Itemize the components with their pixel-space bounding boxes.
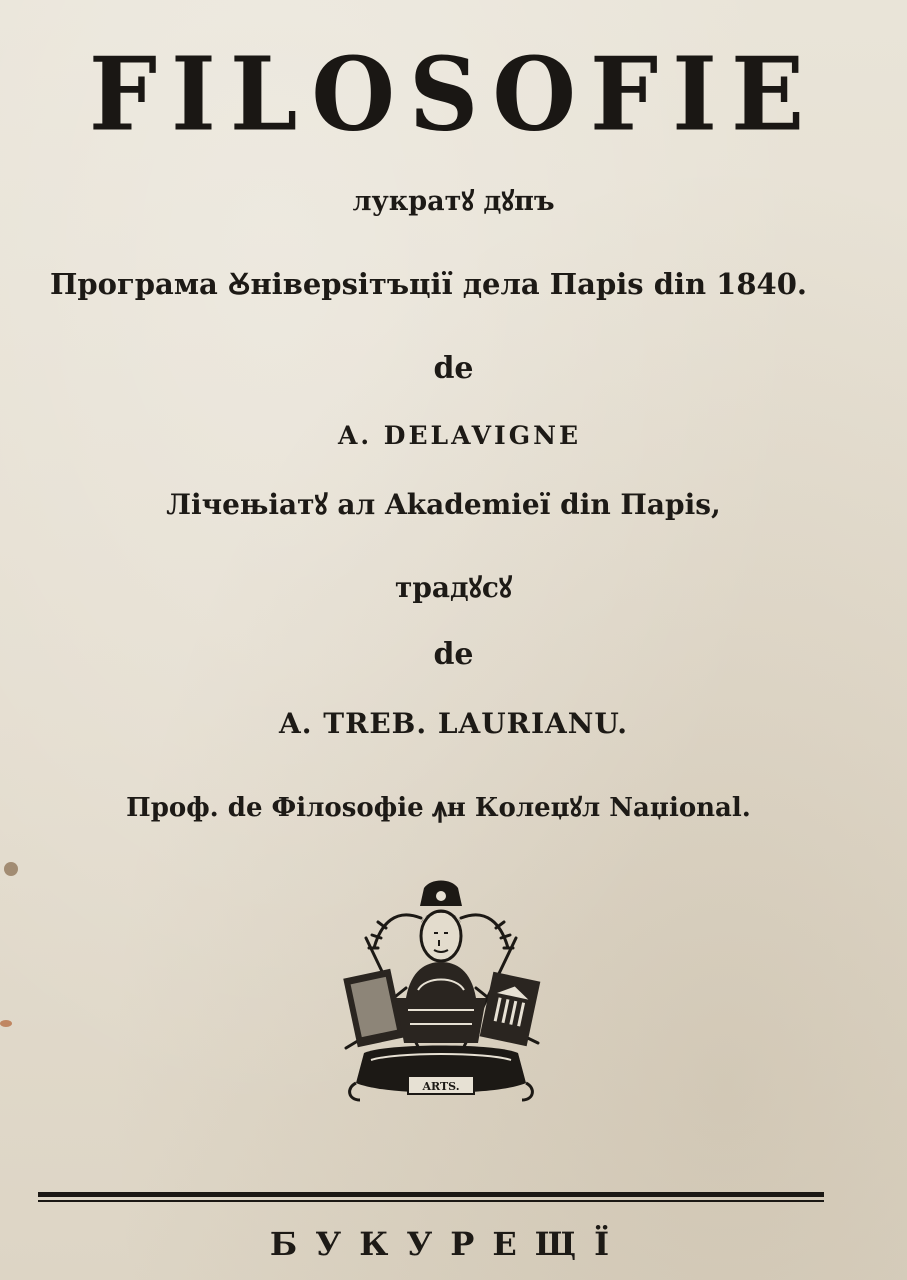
translated-label: традꙋсꙋ — [394, 571, 513, 604]
author-credentials: Лiчењiaтꙋ ал Akademieï din Парis, — [166, 488, 721, 521]
translator-credentials: Проф. de Фiлоsофie ꙟн Колеџꙋл Naџional. — [126, 793, 751, 823]
by-line-translator: de — [433, 637, 474, 672]
by-line-author: de — [433, 351, 474, 386]
subtitle: лукратꙋ дꙋпъ — [352, 186, 555, 217]
paper-stain — [4, 862, 18, 876]
emblem-plaque-text: ARTS. — [422, 1080, 460, 1093]
arts-emblem-icon — [326, 878, 556, 1113]
program-line: Програма Ꙋніверsітъцiï дела Парis din 1840. — [50, 267, 807, 301]
divider-thin — [38, 1200, 824, 1202]
author-name: A. DELAVIGNE — [337, 421, 582, 450]
book-title: FILOSOFIE — [88, 35, 819, 154]
translator-name: A. TREB. LAURIANU. — [279, 707, 628, 740]
divider-thick — [38, 1192, 824, 1197]
paper-stain — [0, 1020, 12, 1027]
publication-city: БУКУРЕЩЇ — [269, 1225, 628, 1263]
